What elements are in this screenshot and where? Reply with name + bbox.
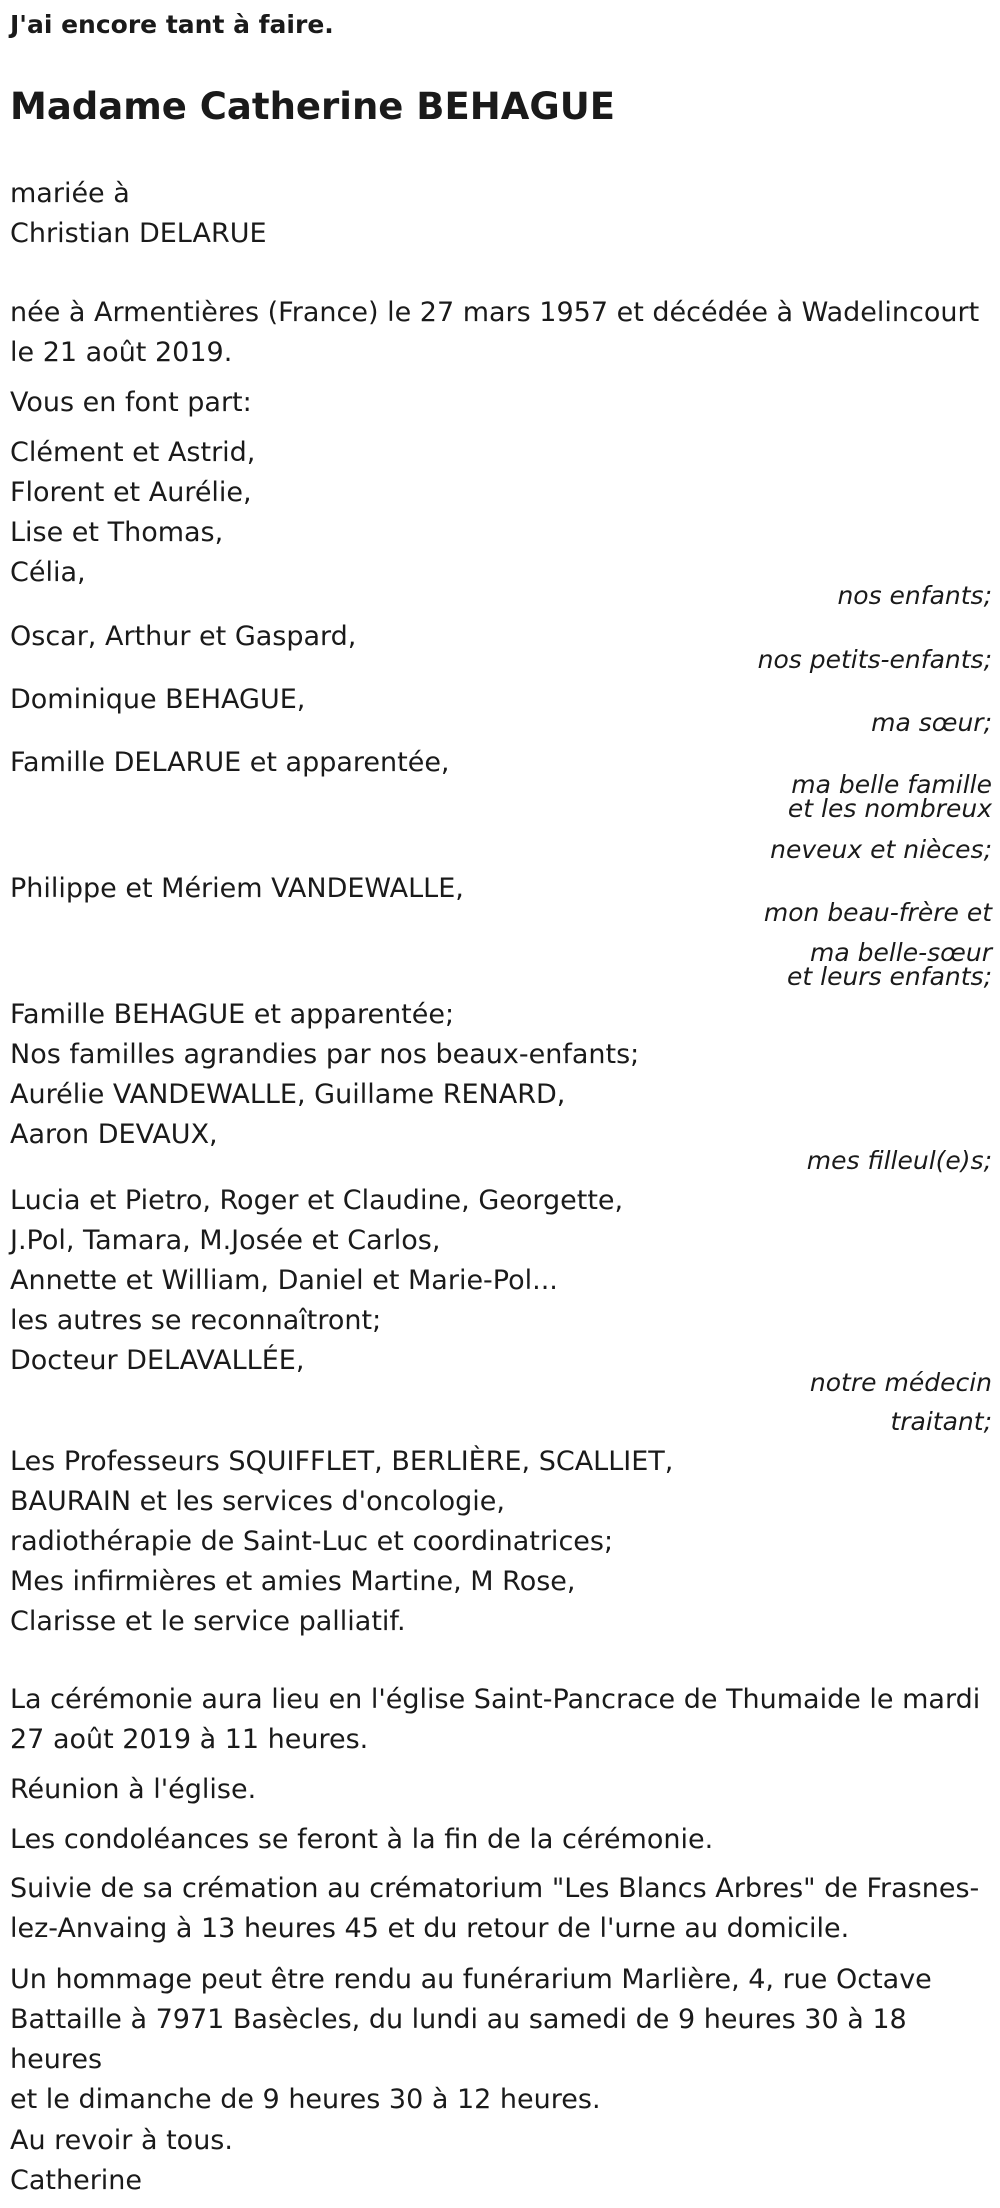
intro-text: Vous en font part: [10,387,252,418]
farewell-text: Au revoir à tous. Catherine [10,2125,233,2196]
relation-sister-in-law: ma belle-sœur et leurs enfants; [787,938,992,991]
relation-children: nos enfants; [837,581,992,610]
relation-delarue: ma belle famille et les nombreux [787,770,992,823]
motto: J'ai encore tant à faire. [10,10,334,39]
group-names-children: Clément et Astrid, Florent et Aurélie, Lise et Thomas, Célia, [10,437,256,588]
deceased-name: Madame Catherine BEHAGUE [10,85,616,128]
condolences-text: Les condoléances se feront à la fin de la cérémonie. [10,1824,714,1855]
group-names-sister: Dominique BEHAGUE, [10,684,306,715]
tribute-text: Un hommage peut être rendu au funérarium Marlière, 4, rue Octave Battaille à 7971 Basècles, du lundi au samedi de 9 heures 30 à 18 heures et le dimanche de 9 heures 30 à 12 heures. [10,1964,932,2115]
relation-doctor-cont: traitant; [890,1407,992,1436]
relation-grandchildren: nos petits-enfants; [757,645,992,674]
spouse-text: mariée à Christian DELARUE [10,178,267,249]
relation-godchildren: mes filleul(e)s; [806,1146,992,1175]
meeting-text: Réunion à l'église. [10,1774,257,1805]
group-names-delarue: Famille DELARUE et apparentée, [10,747,450,778]
group-names-godchildren: Famille BEHAGUE et apparentée; Nos familles agrandies par nos beaux-enfants; Aurélie VANDEWALLE, Guillame RENARD, Aaron DEVAUX, [10,999,640,1150]
relation-brother-in-law: mon beau-frère et [763,898,992,927]
relation-sister: ma sœur; [871,708,992,737]
relation-nephews: neveux et nièces; [770,835,992,864]
group-names-friends: Lucia et Pietro, Roger et Claudine, Georgette, J.Pol, Tamara, M.Josée et Carlos, Annette et William, Daniel et Marie-Pol... les autres se reconnaîtront; Docteur DELAVALLÉE, [10,1185,624,1376]
ceremony-text: La cérémonie aura lieu en l'église Saint-Pancrace de Thumaide le mardi 27 août 2019 à 11 heures. [10,1684,981,1755]
relation-doctor: notre médecin [809,1368,992,1397]
group-names-medical-staff: Les Professeurs SQUIFFLET, BERLIÈRE, SCALLIET, BAURAIN et les services d'oncologie, radiothérapie de Saint-Luc et coordinatrices; Mes infirmières et amies Martine, M Rose, Clarisse et le service palliatif. [10,1446,674,1637]
group-names-grandchildren: Oscar, Arthur et Gaspard, [10,621,357,652]
birth-death-text: née à Armentières (France) le 27 mars 1957 et décédée à Wadelincourt le 21 août 2019. [10,297,980,368]
group-names-vandewalle: Philippe et Mériem VANDEWALLE, [10,873,464,904]
cremation-text: Suivie de sa crémation au crématorium "Les Blancs Arbres" de Frasnes- lez-Anvaing à 13 heures 45 et du retour de l'urne au domicile. [10,1873,980,1944]
